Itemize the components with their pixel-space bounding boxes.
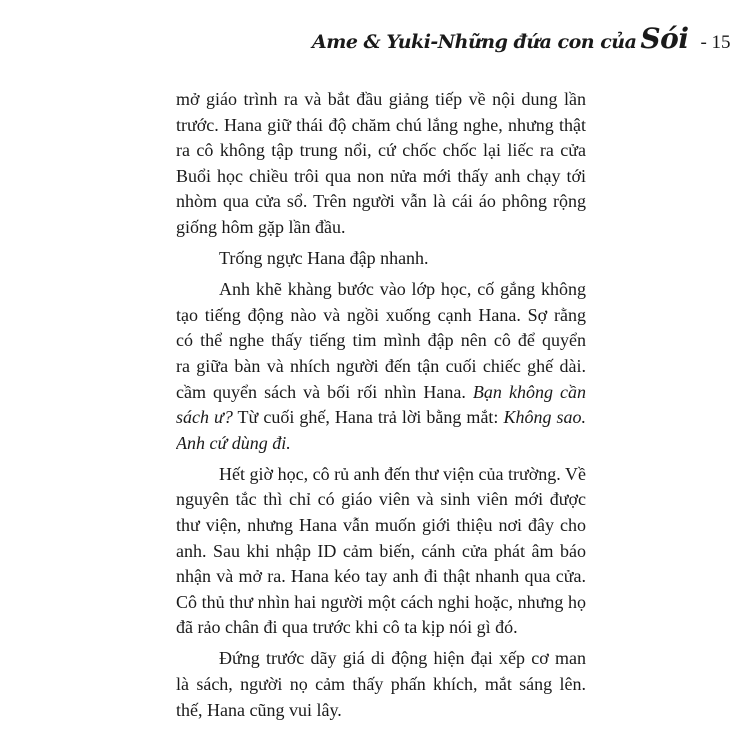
page-number: - 15 [700,32,731,53]
text-line: Trống ngực Hana đập nhanh. [219,248,429,269]
text-line: Đứng trước dãy giá di động hiện đại xếp cơ man [219,648,586,669]
paragraph [176,87,586,241]
text-line: cầm quyển sách và bối rối nhìn Hana. Bạn không cần [176,381,586,402]
paragraph [176,246,586,272]
text-line: giống hôm gặp lần đầu. [176,216,346,237]
text-line: nguyên tắc thì chỉ có giáo viên và sinh viên mới được [176,489,586,510]
text-line: có thể nghe thấy tiếng tim mình đập nên cô để quyển [176,330,586,351]
text-line: anh. Sau khi nhập ID cảm biến, cánh cửa phát âm báo [176,540,586,561]
text-line: là sách, người nọ cảm thấy phấn khích, mắt sáng lên. [176,674,586,695]
text-line: Anh khẽ khàng bước vào lớp học, cố gắng không [219,279,586,300]
text-line: nhận và mở ra. Hana kéo tay anh đi thật nhanh qua cửa. [176,566,586,587]
text-line: trước. Hana giữ thái độ chăm chú lắng nghe, nhưng thật [176,114,586,135]
book-title-emphasis: Sói [640,22,689,55]
page-body [176,87,586,729]
text-line: thế, Hana cũng vui lây. [176,699,342,720]
book-title: Ame & Yuki-Những đứa con của [312,31,637,53]
text-line: đã rảo chân đi qua trước khi cô ta kịp nói gì đó. [176,617,518,638]
text-line: sách ư? Từ cuối ghế, Hana trả lời bằng mắt: Không sao. [176,407,586,428]
paragraph [176,277,586,456]
text-line: thư viện, nhưng Hana vẫn muốn giới thiệu nơi đây cho [176,515,586,535]
text-line: tạo tiếng động nào và ngồi xuống cạnh Hana. Sợ rằng [176,304,586,325]
text-line: Hết giờ học, cô rủ anh đến thư viện của trường. Về [219,463,586,484]
text-line: Buổi học chiều trôi qua non nửa mới thấy anh chạy tới [176,165,586,186]
text-line: ra giữa bàn và nhích người đến tận cuối chiếc ghế dài. [176,355,586,376]
text-line: mở giáo trình ra và bắt đầu giảng tiếp về nội dung lần [176,89,586,109]
paragraph [176,646,586,723]
paragraph [176,462,586,641]
text-line: Cô thủ thư nhìn hai người một cách nghi hoặc, nhưng họ [176,591,586,612]
text-line: nhòm qua cửa sổ. Trên người vẫn là cái áo phông rộng [176,191,586,212]
running-header [312,22,731,55]
text-line: ra cô không tập trung nổi, cứ chốc chốc lại liếc ra cửa [176,140,586,161]
text-line: Anh cứ dùng đi. [176,432,291,453]
